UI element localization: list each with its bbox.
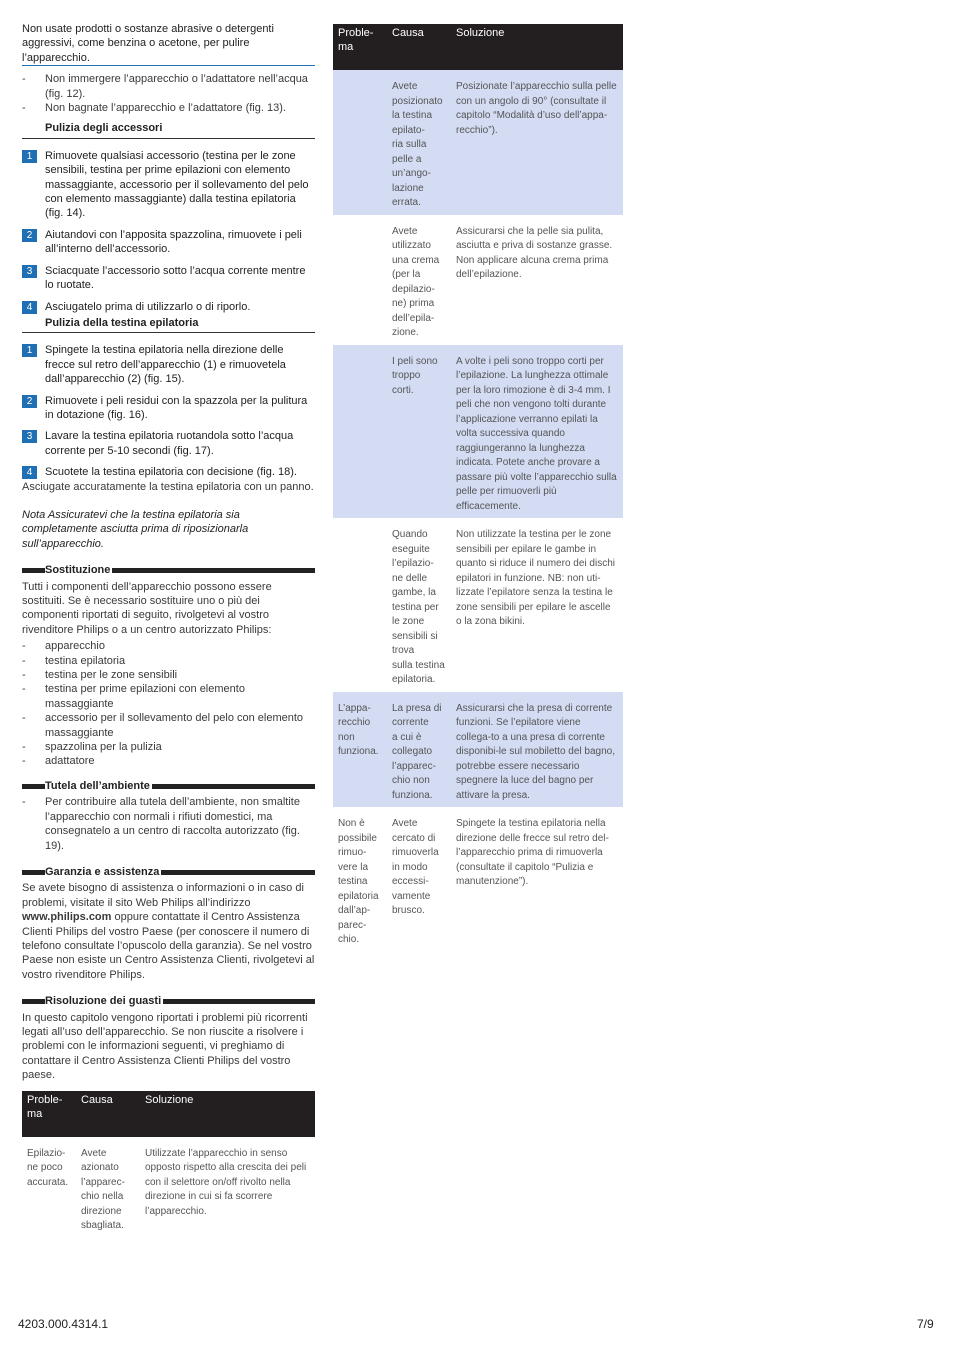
list-item-text: spazzolina per la pulizia [45, 741, 162, 754]
list-item [22, 711, 315, 740]
note-text: Nota Assicuratevi che la testina epilatoria sia completamente asciutta prima di riposizionarla sull’apparecchio. [22, 508, 249, 550]
step-item [22, 394, 315, 423]
list-item [22, 654, 315, 668]
header-solution: Soluzione [451, 24, 623, 70]
cell-solution: A volte i peli sono troppo corti per l’epilazione. La lunghezza ottimale per la loro rimozione è di 3-4 mm. I peli che non vengono tolti durante l’applicazione verranno epilati la volta successiva quando raggiungeranno la lunghezza indicata. Potete anche provare a passare più volte l’apparecchio sulla pelle per rimuoverli più efficacemente. [451, 345, 623, 519]
list-item-text: testina per prime epilazioni con elemento massaggiante [45, 683, 245, 710]
step-text: Aiutandovi con l’apposita spazzolina, rimuovete i peli all’interno dell’accessorio. [45, 228, 302, 256]
cell-problem: Epilazio- ne poco accurata. [27, 1147, 69, 1188]
table-row [333, 692, 623, 808]
troubleshooting-title: Risoluzione dei guasti [45, 995, 162, 1008]
step-number: 3 [22, 265, 37, 278]
page-number: 7/9 [917, 1317, 934, 1331]
dash-bullet: - [22, 654, 26, 667]
cell-problem [333, 345, 387, 519]
replacement-heading [22, 563, 315, 577]
table-row [333, 215, 623, 345]
document-code: 4203.000.4314.1 [18, 1317, 109, 1331]
troubleshooting-table-left [22, 1091, 315, 1238]
cell-cause: Avete cercato di rimuoverla in modo eccessi- vamente brusco. [392, 818, 439, 916]
step-item [22, 300, 315, 314]
step-text: Scuotete la testina epilatoria con decisione (fig. 18). [45, 466, 297, 479]
list-item [22, 754, 315, 768]
step-text: Asciugatelo prima di utilizzarlo o di riporlo. [45, 300, 251, 313]
warranty-heading [22, 865, 315, 879]
table-row [22, 1137, 315, 1238]
left-column [22, 22, 315, 1238]
heading-bar [22, 999, 45, 1004]
warranty-title: Garanzia e assistenza [45, 865, 160, 878]
accessories-heading: Pulizia degli accessori [22, 121, 315, 138]
step-text: Rimuovete qualsiasi accessorio (testina per le zone sensibili, testina per prime epilazioni con elemento massaggiante, accessorio per il sollevamento del pelo con elemento massaggiante) dalla testina epilatoria (fig. 14). [45, 149, 309, 220]
table-row [333, 345, 623, 519]
right-column [333, 24, 623, 952]
cell-problem [333, 70, 387, 215]
epilating-head-steps [22, 343, 315, 479]
heading-bar [112, 568, 315, 573]
dash-bullet: - [22, 712, 26, 725]
dash-bullet: - [22, 741, 26, 754]
step-text: Lavare la testina epilatoria ruotandola sotto l’acqua corrente per 5-10 secondi (fig. 17). [45, 430, 294, 457]
dash-bullet: - [22, 73, 26, 86]
heading-bar [22, 870, 45, 875]
troubleshooting-table-right [333, 24, 623, 952]
cell-solution: Posizionate l’apparecchio sulla pelle con un angolo di 90° (consultate il capitolo “Modalità d’uso dell’appa-recchio”). [451, 70, 623, 215]
list-item [22, 682, 315, 711]
list-item-text: Non bagnate l’apparecchio e l’adattatore (fig. 13). [45, 102, 286, 115]
environment-title: Tutela dell’ambiente [45, 779, 150, 792]
list-item-text: testina epilatoria [45, 654, 126, 667]
environment-text: Per contribuire alla tutela dell’ambiente, non smaltite l’apparecchio con normali i rifiuti domestici, ma consegnatelo a un centro di raccolta autorizzato (fig. 19). [45, 796, 300, 852]
dash-bullet: - [22, 683, 26, 696]
environment-heading [22, 779, 315, 793]
cell-cause: Quando eseguite l’epilazio- ne delle gambe, la testina per le zone sensibili si trova sulla testina epilatoria. [392, 529, 445, 685]
cell-problem [333, 215, 387, 345]
heading-bar [161, 870, 315, 875]
warning-text: Non usate prodotti o sostanze abrasive o detergenti aggressivi, come benzina o acetone, per pulire l’apparecchio. [22, 22, 315, 66]
step-number: 2 [22, 395, 37, 408]
dash-bullet: - [22, 640, 26, 653]
dash-bullet: - [22, 102, 26, 115]
step-item [22, 228, 315, 257]
troubleshooting-heading [22, 994, 315, 1008]
cell-problem [333, 518, 387, 692]
accessories-steps [22, 149, 315, 314]
philips-link[interactable]: www.philips.com [22, 911, 112, 924]
table-row [333, 807, 623, 952]
cell-solution: Utilizzate l’apparecchio in senso opposto rispetto alla crescita dei peli con il selettore on/off rivolto nella direzione in cui si fa scorrere l’apparecchio. [145, 1147, 307, 1217]
epilating-head-heading: Pulizia della testina epilatoria [22, 316, 315, 333]
list-item-text: testina per le zone sensibili [45, 669, 178, 682]
list-item [22, 740, 315, 754]
step-text: Rimuovete i peli residui con la spazzola per la pulitura in dotazione (fig. 16). [45, 394, 308, 421]
step-text: Spingete la testina epilatoria nella direzione delle frecce sul retro dell’apparecchio (1) e rimuovetela dall’apparecchio (2) (fig. 15). [45, 344, 286, 386]
list-item-text: apparecchio [45, 640, 105, 653]
list-item-text: Non immergere l’apparecchio o l’adattatore nell’acqua (fig. 12). [45, 73, 308, 100]
list-item-text: adattatore [45, 755, 95, 768]
cell-cause: Avete azionato l’apparec- chio nella direzione sbagliata. [81, 1147, 125, 1232]
list-item: - Per contribuire alla tutela dell’ambiente, non smaltite l’apparecchio con normali i rifiuti domestici, ma consegnatelo a un centro di raccolta autorizzato (fig. 19). [22, 795, 315, 853]
replacement-text: Tutti i componenti dell’apparecchio possono essere sostituiti. Se è necessario sostituire uno o più dei componenti riportati di seguito, rivolgetevi al vostro rivenditore Philips o a un centro autorizzato Philips: [22, 580, 272, 636]
step-number: 1 [22, 150, 37, 163]
heading-bar [163, 999, 315, 1004]
warranty-text [22, 881, 315, 982]
cell-cause: I peli sono troppo corti. [387, 345, 451, 519]
replacement-title: Sostituzione [45, 564, 111, 577]
header-cause: Causa [76, 1091, 140, 1137]
list-item [22, 72, 315, 101]
step-number: 3 [22, 430, 37, 443]
list-item [22, 668, 315, 682]
cell-problem: L’appa- recchio non funziona. [333, 692, 387, 808]
list-item [22, 101, 315, 115]
header-cause: Causa [387, 24, 451, 70]
step-text: Sciacquate l’accessorio sotto l’acqua corrente mentre lo ruotate. [45, 264, 306, 292]
heading-bar [152, 784, 315, 789]
step-item [22, 149, 315, 221]
cell-solution: Spingete la testina epilatoria nella direzione delle frecce sul retro del-l’apparecchio prima di rimuoverla (consultate il capitolo “Pulizia e manutenzione”). [456, 818, 609, 887]
list-item [22, 639, 315, 653]
table-header-row [22, 1091, 315, 1137]
step-item [22, 429, 315, 458]
cell-solution: Assicurarsi che la pelle sia pulita, asciutta e priva di sostanze grasse. Non applicare alcuna crema prima dell’epilazione. [456, 225, 613, 280]
step-item [22, 343, 315, 386]
step-item [22, 465, 315, 479]
step-number: 2 [22, 229, 37, 242]
cell-solution: Non utilizzate la testina per le zone sensibili per epilare le gambe in quanto si riduce il numero dei dischi epilatori in funzione. NB: non uti-lizzate l’epilatore senza la testina le zone sensibili per epilare le ascelle o la zona bikini. [456, 529, 615, 627]
table-row [333, 518, 623, 692]
cleaning-dash-list [22, 72, 315, 115]
cell-cause: Avete posizionato la testina epilato- ria sulla pelle a un’ango- lazione errata. [387, 70, 451, 215]
cell-problem: Non è possibile rimuo- vere la testina epilatoria dall’ap- parec- chio. [338, 818, 379, 945]
header-problem: Proble- ma [22, 1091, 76, 1137]
list-item-text: accessorio per il sollevamento del pelo con elemento massaggiante [45, 712, 304, 739]
cell-cause: Avete utilizzato una crema (per la depilazio- ne) prima dell’epila- zione. [392, 225, 440, 338]
dry-text: Asciugate accuratamente la testina epilatoria con un panno. [22, 480, 314, 493]
header-problem: Proble- ma [333, 24, 387, 70]
step-item [22, 264, 315, 293]
replacement-list [22, 639, 315, 769]
heading-bar [22, 784, 45, 789]
warranty-text-before: Se avete bisogno di assistenza o informazioni o in caso di problemi, visitate il sito Web Philips all’indirizzo [22, 882, 304, 909]
step-number: 4 [22, 301, 37, 314]
header-solution: Soluzione [140, 1091, 315, 1137]
warranty-text-after: oppure contattate il Centro Assistenza Clienti Philips del vostro Paese (per conoscere il numero di telefono consultate l’opuscolo della garanzia). Se nel vostro Paese non esiste un Centro Assistenza Clienti, rivolgetevi al vostro rivenditore Philips. [22, 911, 315, 981]
step-number: 1 [22, 344, 37, 357]
heading-bar [22, 568, 45, 573]
troubleshooting-text: In questo capitolo vengono riportati i problemi più ricorrenti legati all’uso dell’apparecchio. Se non riuscite a risolvere i problemi con le informazioni seguenti, vi preghiamo di contattare il Centro Assistenza Clienti Philips del vostro paese. [22, 1011, 308, 1082]
table-header-row [333, 24, 623, 70]
cell-cause: La presa di corrente a cui è collegato l’apparec- chio non funziona. [387, 692, 451, 808]
table-row [333, 70, 623, 215]
dash-bullet: - [22, 669, 26, 682]
step-number: 4 [22, 466, 37, 479]
cell-solution: Assicurarsi che la presa di corrente funzioni. Se l’epilatore viene collega-to a una presa di corrente disponibi-le sul mobiletto del bagno, potrebbe essere necessario spegnere la luce del bagno per attivare la presa. [451, 692, 623, 808]
dash-bullet: - [22, 755, 26, 768]
